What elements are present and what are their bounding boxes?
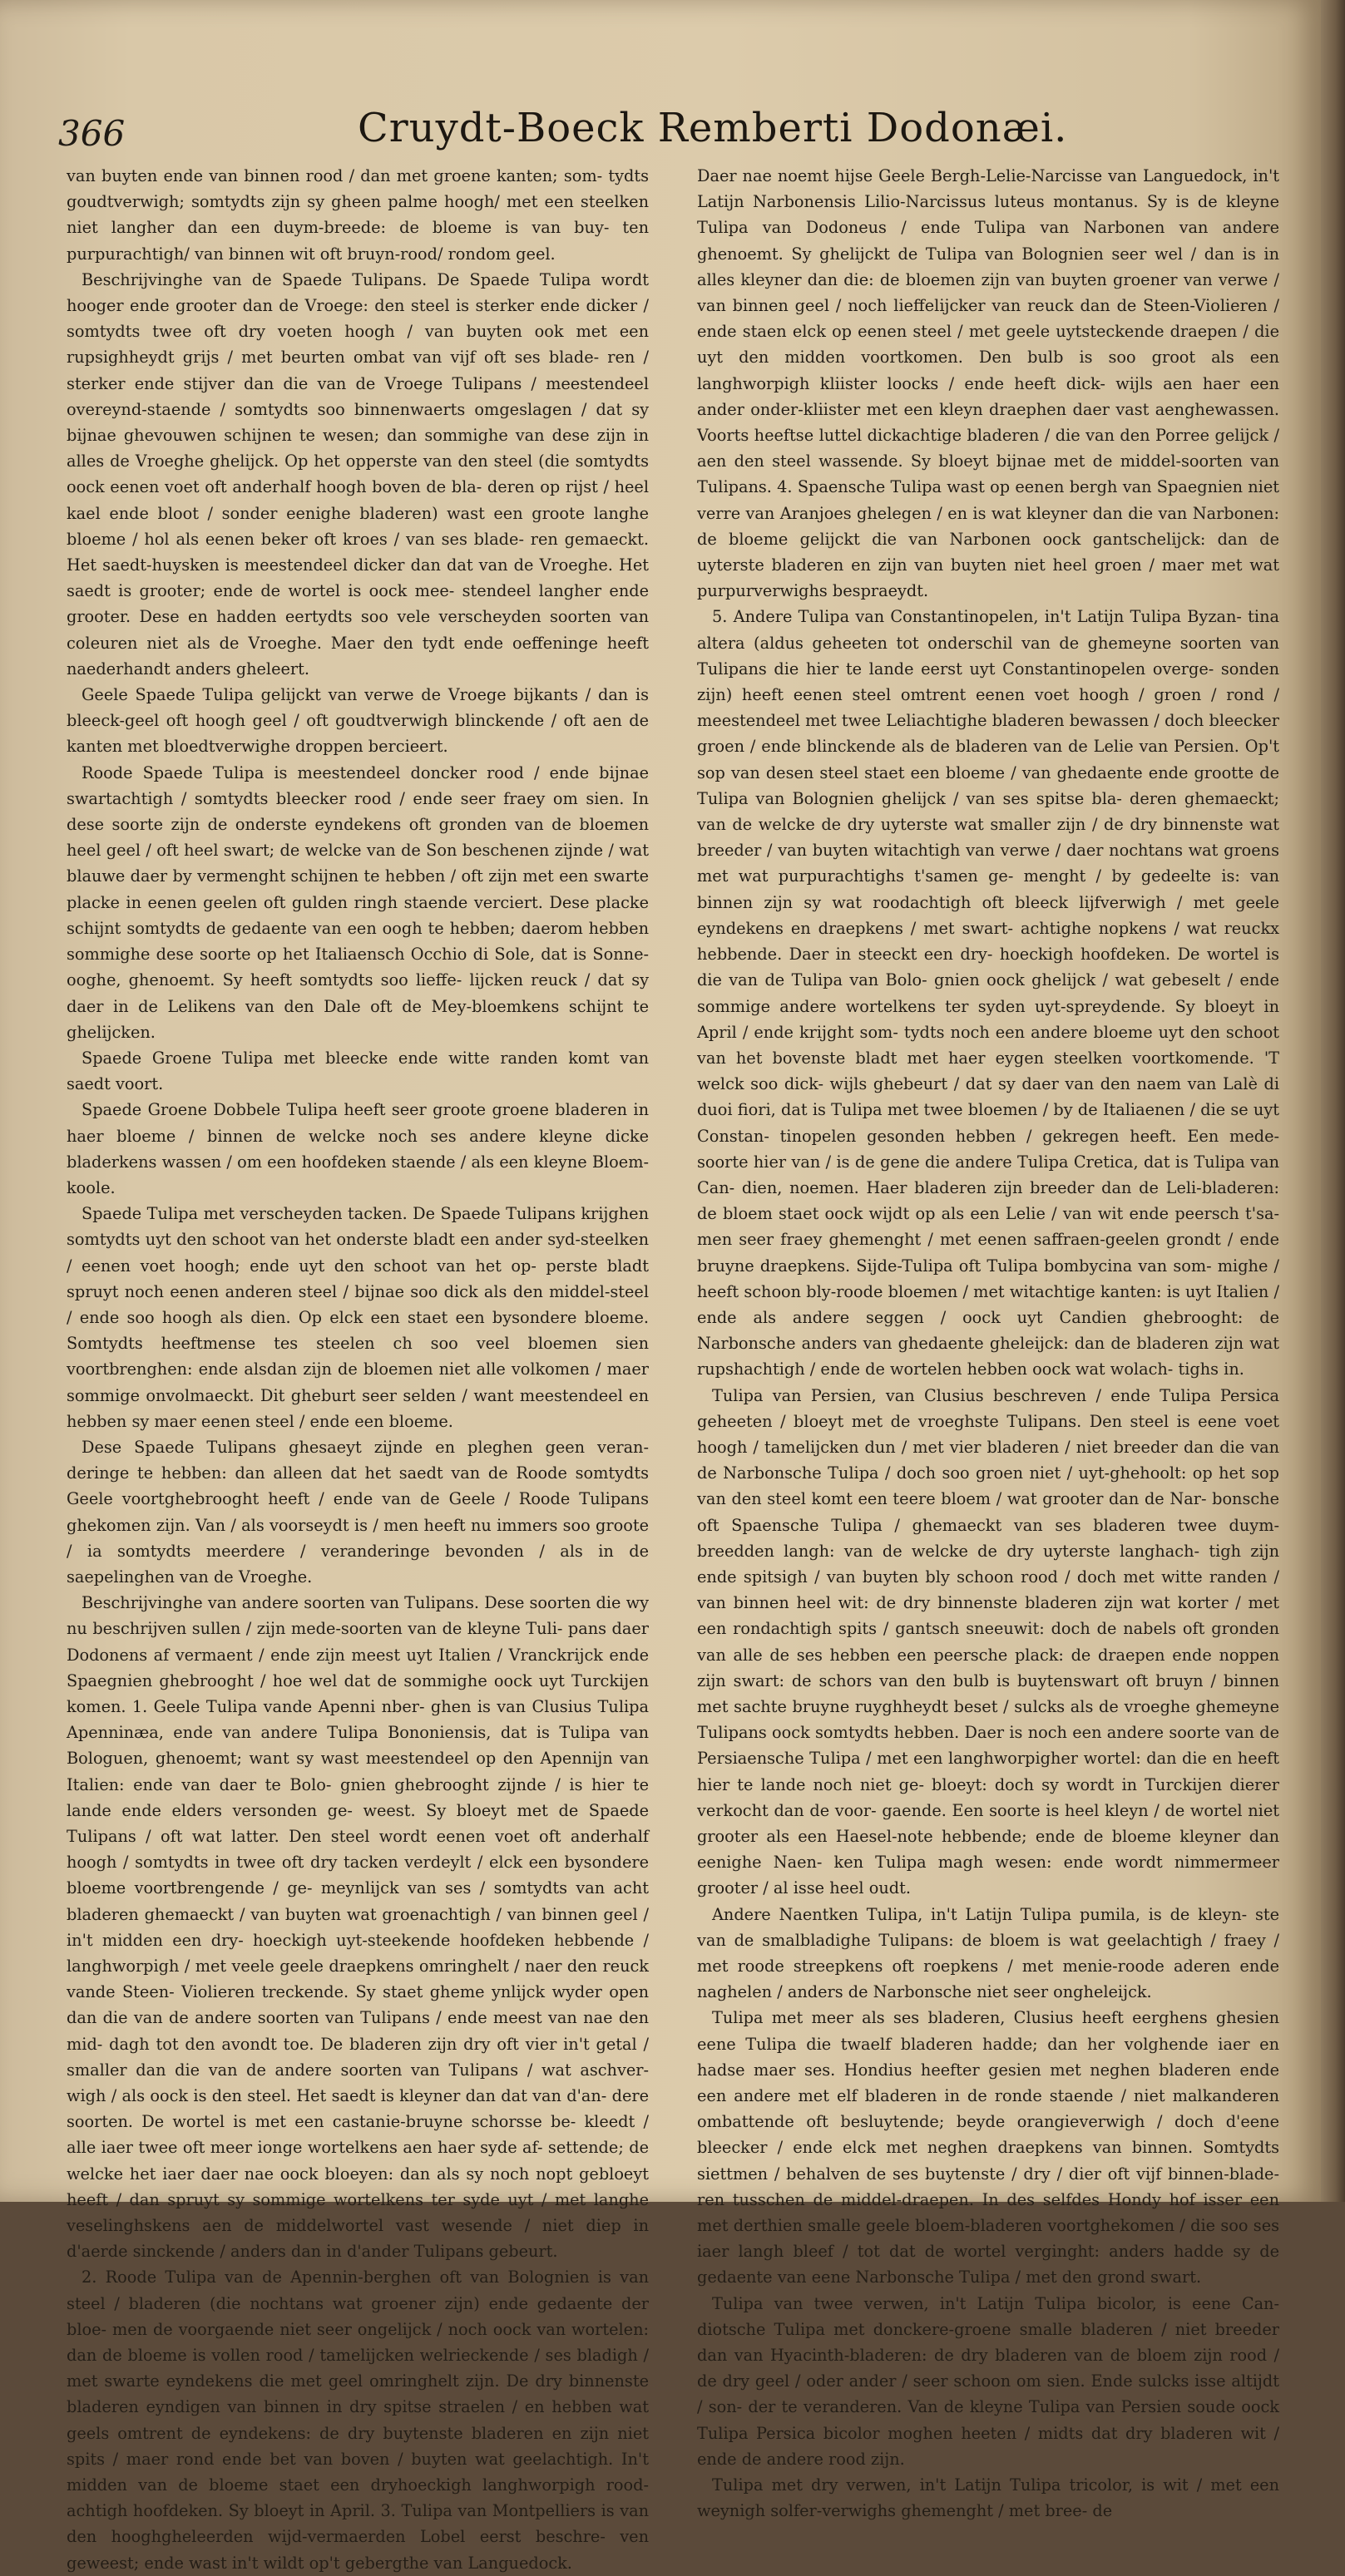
running-title: Cruydt-Boeck Remberti Dodonæi. [358, 105, 1068, 151]
paragraph: Spaede Groene Dobbele Tulipa heeft seer groote groene bladeren in haer bloeme / binnen de welcke noch ses andere kleyne dicke bladerkens wassen / om een hoofdeken staende / als een kleyne Bloem-koole. [67, 1100, 649, 1197]
paragraph: Beschrijvinghe van andere soorten van Tulipans. Dese soorten die wy nu beschrijven sullen / zijn mede-soorten van de kleyne Tuli- pans daer Dodonens af vermaent / ende zijn meest uyt Italien / Vranckrijck ende Spaegnien ghebrooght / hoe wel dat de sommighe oock uyt Turckijen komen. 1. Geele Tulipa vande Apenni nber- ghen is van Clusius Tulipa Apenninæa, ende van andere Tulipa Bononiensis, dat is Tulipa van Bologuen, ghenoemt; want sy wast meestendeel op den Apennijn van Italien: ende van daer te Bolo- gnien ghebrooght zijnde / is hier te lande ende elders versonden ge- weest. Sy bloeyt met de Spaede Tulipans / oft wat latter. Den steel wordt eenen voet oft anderhalf hoogh / somtydts in twee oft dry tacken verdeylt / elck een bysondere bloeme voortbrengende / ge- meynlijck van ses / somtydts van acht bladeren ghemaeckt / van buyten wat groenachtigh / van binnen geel / in't midden een dry- hoeckigh uyt-steekende hoofdeken hebbende / langhworpigh / met veele geele draepkens omringhelt / naer den reuck vande Steen- Violieren treckende. Sy staet gheme ynlijck wyder open dan die van de andere soorten van Tulipans / ende meest van nae den mid- dagh tot den avondt toe. De bladeren zijn dry oft vier in't getal / smaller dan die van de andere soorten van Tulipans / wat aschver- wigh / als oock is den steel. Het saedt is kleyner dan dat van d'an- dere soorten. De wortel is met een castanie-bruyne schorsse be- kleedt / alle iaer twee oft meer ionge wortelkens aen haer syde af- settende; de welcke het iaer daer nae oock bloeyen: dan als sy noch nopt gebloeyt heeft / dan spruyt sy sommige wortelkens ter syde uyt / met langhe veselinghskens aen de middelwortel vast wesende / niet diep in d'aerde sinckende / anders dan in d'ander Tulipans gebeurt. [67, 1593, 649, 2262]
paragraph: Spaede Groene Tulipa met bleecke ende witte randen komt van saedt voort. [67, 1048, 649, 1094]
paragraph: Dese Spaede Tulipans ghesaeyt zijnde en pleghen geen veran- deringe te hebben: dan alleen dat het saedt van de Roode somtydts Geele voortghebrooght heeft / ende van de Geele / Roode Tulipans ghekomen zijn. Van / als voorseydt is / men heeft nu immers soo groote / ia somtydts meerdere / veranderinge bevonden / als in de saepelinghen van de Vroeghe. [67, 1437, 649, 1587]
paragraph: Tulipa van twee verwen, in't Latijn Tulipa bicolor, is eene Can- diotsche Tulipa met donckere-groene smalle bladeren / niet breeder dan van Hyacinth-bladeren: de dry bladeren van de bloem zijn rood / de dry geel / oder ander / seer schoon om sien. Ende sulcks isse altijdt / son- der te veranderen. Van de kleyne Tulipa van Persien soude oock Tulipa Persica bicolor moghen heeten / midts dat dry bladeren wit / ende de andere rood zijn. [697, 2293, 1279, 2469]
right-column [697, 163, 1279, 2521]
paragraph: Geele Spaede Tulipa gelijckt van verwe de Vroege bijkants / dan is bleeck-geel oft hoogh geel / oft goudtverwigh blinckende / oft aen de kanten met bloedtverwighe droppen bercieert. [67, 685, 649, 757]
left-column [67, 163, 649, 2573]
paragraph: 5. Andere Tulipa van Constantinopelen, in't Latijn Tulipa Byzan- tina altera (aldus geheeten tot onderschil van de ghemeyne soorten van Tulipans die hier te lande eerst uyt Constantinopelen overge- sonden zijn) heeft eenen steel omtrent eenen voet hoogh / groen / rond / meestendeel met twee Leliachtighe bladeren bewassen / doch bleecker groen / ende blinckende als de bladeren van de Lelie van Persien. Op't sop van desen steel staet een bloeme / van ghedaente ende grootte de Tulipa van Bolognien ghelijck / van ses spitse bla- deren ghemaeckt; van de welcke de dry uyterste wat smaller zijn / de dry binnenste wat breeder / van buyten witachtigh van verwe / daer nochtans wat groens met wat purpurachtighs t'samen ge- menght / by gedeelte is: van binnen zijn sy wat roodachtigh oft bleeck lijfverwigh / met geele eyndekens en draepkens / met swart- achtighe nopkens / wat reuckx hebbende. Daer in steeckt een dry- hoeckigh hoofdeken. De wortel is die van de Tulipa van Bolo- gnien oock ghelijck / wat gebeselt / ende sommige andere wortelkens ter syden uyt-spreydende. Sy bloeyt in April / ende krijght som- tydts noch een andere bloeme uyt den schoot van het bovenste bladt met haer eygen steelken voortkomende. 'T welck soo dick- wijls ghebeurt / dat sy daer van den naem van Lalè di duoi fiori, dat is Tulipa met twee bloemen / by de Italiaenen / die se uyt Constan- tinopelen gesonden hebben / gekregen heeft. Een mede-soorte hier van / is de gene die andere Tulipa Cretica, dat is Tulipa van Can- dien, noemen. Haer bladeren zijn breeder dan de Leli-bladeren: de bloem staet oock wijdt op als een Lelie / van wit ende peersch t'sa- men seer fraey ghemenght / met eenen saffraen-geelen grondt / ende bruyne draepkens. Sijde-Tulipa oft Tulipa bombycina van som- mighe / heeft schoon bly-roode bloemen / met witachtige kanten: is uyt Italien / ende als andere seggen / oock uyt Candien ghebrooght: de Narbonsche anders van ghedaente gheleijck: dan de bladeren zijn wat rupshachtigh / ende de wortelen hebben oock wat wolach- tighs in. [697, 607, 1279, 1379]
paragraph: Tulipa met meer als ses bladeren, Clusius heeft eerghens ghesien eene Tulipa die twaelf bladeren hadde; dan her volghende iaer en hadse maer ses. Hondius heefter gesien met neghen bladeren ende een andere met elf bladeren in de ronde staende / niet malkanderen ombattende oft besluytende; beyde orangieverwigh / doch d'eene bleecker / ende elck met neghen draepkens van binnen. Somtydts siettmen / behalven de ses buytenste / dry / dier oft vijf binnen-blade- ren tusschen de middel-draepen. In des selfdes Hondy hof isser een met derthien smalle geele bloem-bladeren voortghekomen / die soo ses iaer langh bleef / tot dat de wortel verginght: anders hadde sy de gedaente van eene Narbonsche Tulipa / met den grond swart. [697, 2008, 1279, 2287]
paragraph: 2. Roode Tulipa van de Apennin-berghen oft van Bolognien is van steel / bladeren (die nochtans wat groener zijn) ende gedaente der bloe- men de voorgaende niet seer ongelijck / noch oock van wortelen: dan de bloeme is vollen rood / tamelijcken welrieckende / ses bladigh / met swarte eyndekens die met geel omringhelt zijn. De dry binnenste bladeren eyndigen van binnen in dry spitse straelen / en hebben wat geels omtrent de eyndekens: de dry buytenste bladeren en zijn niet spits / maer rond ende bet van boven / buyten wat geelachtigh. In't midden van de bloeme staet een dryhoeckigh langhworpigh rood- achtigh hoofdeken. Sy bloeyt in April. 3. Tulipa van Montpelliers is van den hooghgheleerden wijd-vermaerden Lobel eerst beschre- ven geweest; ende wast in't wildt op't gebergthe van Languedock. [67, 2268, 649, 2573]
paragraph: Tulipa van Persien, van Clusius beschreven / ende Tulipa Persica geheeten / bloeyt met de vroeghste Tulipans. Den steel is eene voet hoogh / tamelijcken dun / met vier bladeren / niet breeder dan die van de Narbonsche Tulipa / doch soo groen niet / uyt-ghehoolt: op het sop van den steel komt een teere bloem / wat grooter dan de Nar- bonsche oft Spaensche Tulipa / ghemaeckt van ses bladeren twee duym-breedden langh: van de welcke de dry uyterste langhach- tigh zijn ende spitsigh / van buyten bly schoon rood / doch met witte randen / van binnen heel wit: de dry binnenste bladeren zijn wat korter / met een rondachtigh spits / gantsch sneeuwit: doch de nabels oft gronden van alle de ses hebben een peersche plack: de draepen ende noppen zijn swart: de schors van den bulb is buytenswart oft bruyn / binnen met sachte bruyne ruyghheydt beset / sulcks als de vroeghe ghemeyne Tulipans oock somtydts hebben. Daer is noch een andere soorte van de Persiaensche Tulipa / met een langhworpigher wortel: dan die en heeft hier te lande noch niet ge- bloeyt: doch sy wordt in Turckijen dierer verkocht dan de voor- gaende. Een soorte is heel kleyn / de wortel niet grooter als een Haesel-note hebbende; ende de bloeme kleyner dan eenighe Naen- ken Tulipa magh wesen: ende wordt nimmermeer grooter / al isse heel oudt. [697, 1385, 1279, 1898]
paragraph: Daer nae noemt hijse Geele Bergh-Lelie-Narcisse van Languedock, in't Latijn Narbonensis Lilio-Narcissus luteus montanus. Sy is de kleyne Tulipa van Dodoneus / ende Tulipa van Narbonen van andere ghenoemt. Sy ghelijckt de Tulipa van Bolognien seer wel / dan is in alles kleyner dan die: de bloemen zijn van buyten groener van verwe / van binnen geel / noch lieffelijcker van reuck dan de Steen-Violieren / ende staen elck op eenen steel / met geele uytsteckende draepen / die uyt den midden voortkomen. Den bulb is soo groot als een langhworpigh kliister loocks / ende heeft dick- wijls aen haer een ander onder-kliister met een kleyn draephen daer vast aenghewassen. Voorts heeftse luttel dickachtige bladeren / die van den Porree gelijck / aen den steel wassende. Sy bloeyt bijnae met de middel-soorten van Tulipans. 4. Spaensche Tulipa wast op eenen bergh van Spaegnien niet verre van Aranjoes ghelegen / en is wat kleyner dan die van Narbonen: de bloeme gelijckt die van Narbonen oock gantschelijck: dan de uyterste bladeren en zijn van buyten niet heel groen / maer met wat purpurverwighs bespraeydt. [697, 166, 1279, 601]
paragraph: Roode Spaede Tulipa is meestendeel doncker rood / ende bijnae swartachtigh / somtydts bleecker rood / ende seer fraey om sien. In dese soorte zijn de onderste eyndekens oft gronden van de bloemen heel geel / oft heel swart; de welcke van de Son beschenen zijnde / wat blauwe daer by vermenght schijnen te hebben / oft zijn met een swarte placke in eenen geelen oft gulden ringh staende verciert. Dese placke schijnt somtydts de gedaente van een oogh te hebben; daerom hebben sommighe dese soorte op het Italiaensch Occhio di Sole, dat is Sonne-ooghe, ghenoemt. Sy heeft somtydts soo lieffe- lijcken reuck / dat sy daer in de Lelikens van den Dale oft de Mey-bloemkens schijnt te ghelijcken. [67, 762, 649, 1042]
page-header [58, 98, 1289, 165]
paragraph: Beschrijvinghe van de Spaede Tulipans. De Spaede Tulipa wordt hooger ende grooter dan de Vroege: den steel is sterker ende dicker / somtydts twee oft dry voeten hoogh / van buyten ook met een rupsighheydt grijs / met beurten ombat van vijf oft ses blade- ren / sterker ende stijver dan die van de Vroege Tulipans / meestendeel overeynd-staende / somtydts soo binnenwaerts omgeslagen / dat sy bijnae ghevouwen schijnen te wesen; dan sommighe van dese zijn in alles de Vroeghe ghelijck. Op het opperste van den steel (die somtydts oock eenen voet oft anderhalf hoogh boven de bla- deren op rijst / heel kael ende bloot / sonder eenighe bladeren) wast een groote langhe bloeme / hol als eenen beker oft kroes / van ses blade- ren gemaeckt. Het saedt-huysken is meestendeel dicker dan dat van de Vroeghe. Het saedt is grooter; ende de wortel is oock mee- stendeel langher ende grooter. Dese en hadden eertydts soo vele verscheyden soorten van coleuren niet als de Vroeghe. Maer den tydt ende oeffeninge heeft naederhandt anders gheleert. [67, 269, 649, 679]
paragraph: Andere Naentken Tulipa, in't Latijn Tulipa pumila, is de kleyn- ste van de smalbladighe Tulipans: de bloem is wat geelachtigh / fraey / met roode streepkens oft roepkens / met menie-roode aderen ende naghelen / anders de Narbonsche niet seer ongheleijck. [697, 1904, 1279, 2002]
paragraph: Spaede Tulipa met verscheyden tacken. De Spaede Tulipans krijghen somtydts uyt den schoot van het onderste bladt een ander syd-steelken / eenen voet hoogh; ende uyt den schoot van het op- perste bladt spruyt noch eenen anderen steel / bijnae soo dick als den middel-steel / ende soo hoogh als dien. Op elck een staet een bysondere bloeme. Somtydts heeftmense tes steelen ch soo veel bloemen sien voortbrenghen: ende alsdan zijn de bloemen niet alle volkomen / maer sommige onvolmaeckt. Dit gheburt seer selden / want meestendeel en hebben sy maer eenen steel / ende een bloeme. [67, 1204, 649, 1431]
paragraph: Tulipa met dry verwen, in't Latijn Tulipa tricolor, is wit / met een weynigh solfer-verwighs ghemenght / met bree- de [697, 2475, 1279, 2521]
paragraph: van buyten ende van binnen rood / dan met groene kanten; som- tydts goudtverwigh; somtydts zijn sy gheen palme hoogh/ met een steelken niet langher dan een duym-breede: de bloeme is van buy- ten purpurachtigh/ van binnen wit oft bruyn-rood/ rondom geel. [67, 166, 649, 264]
page-number: 366 [58, 113, 126, 154]
book-binding-edge [1321, 0, 1345, 2202]
